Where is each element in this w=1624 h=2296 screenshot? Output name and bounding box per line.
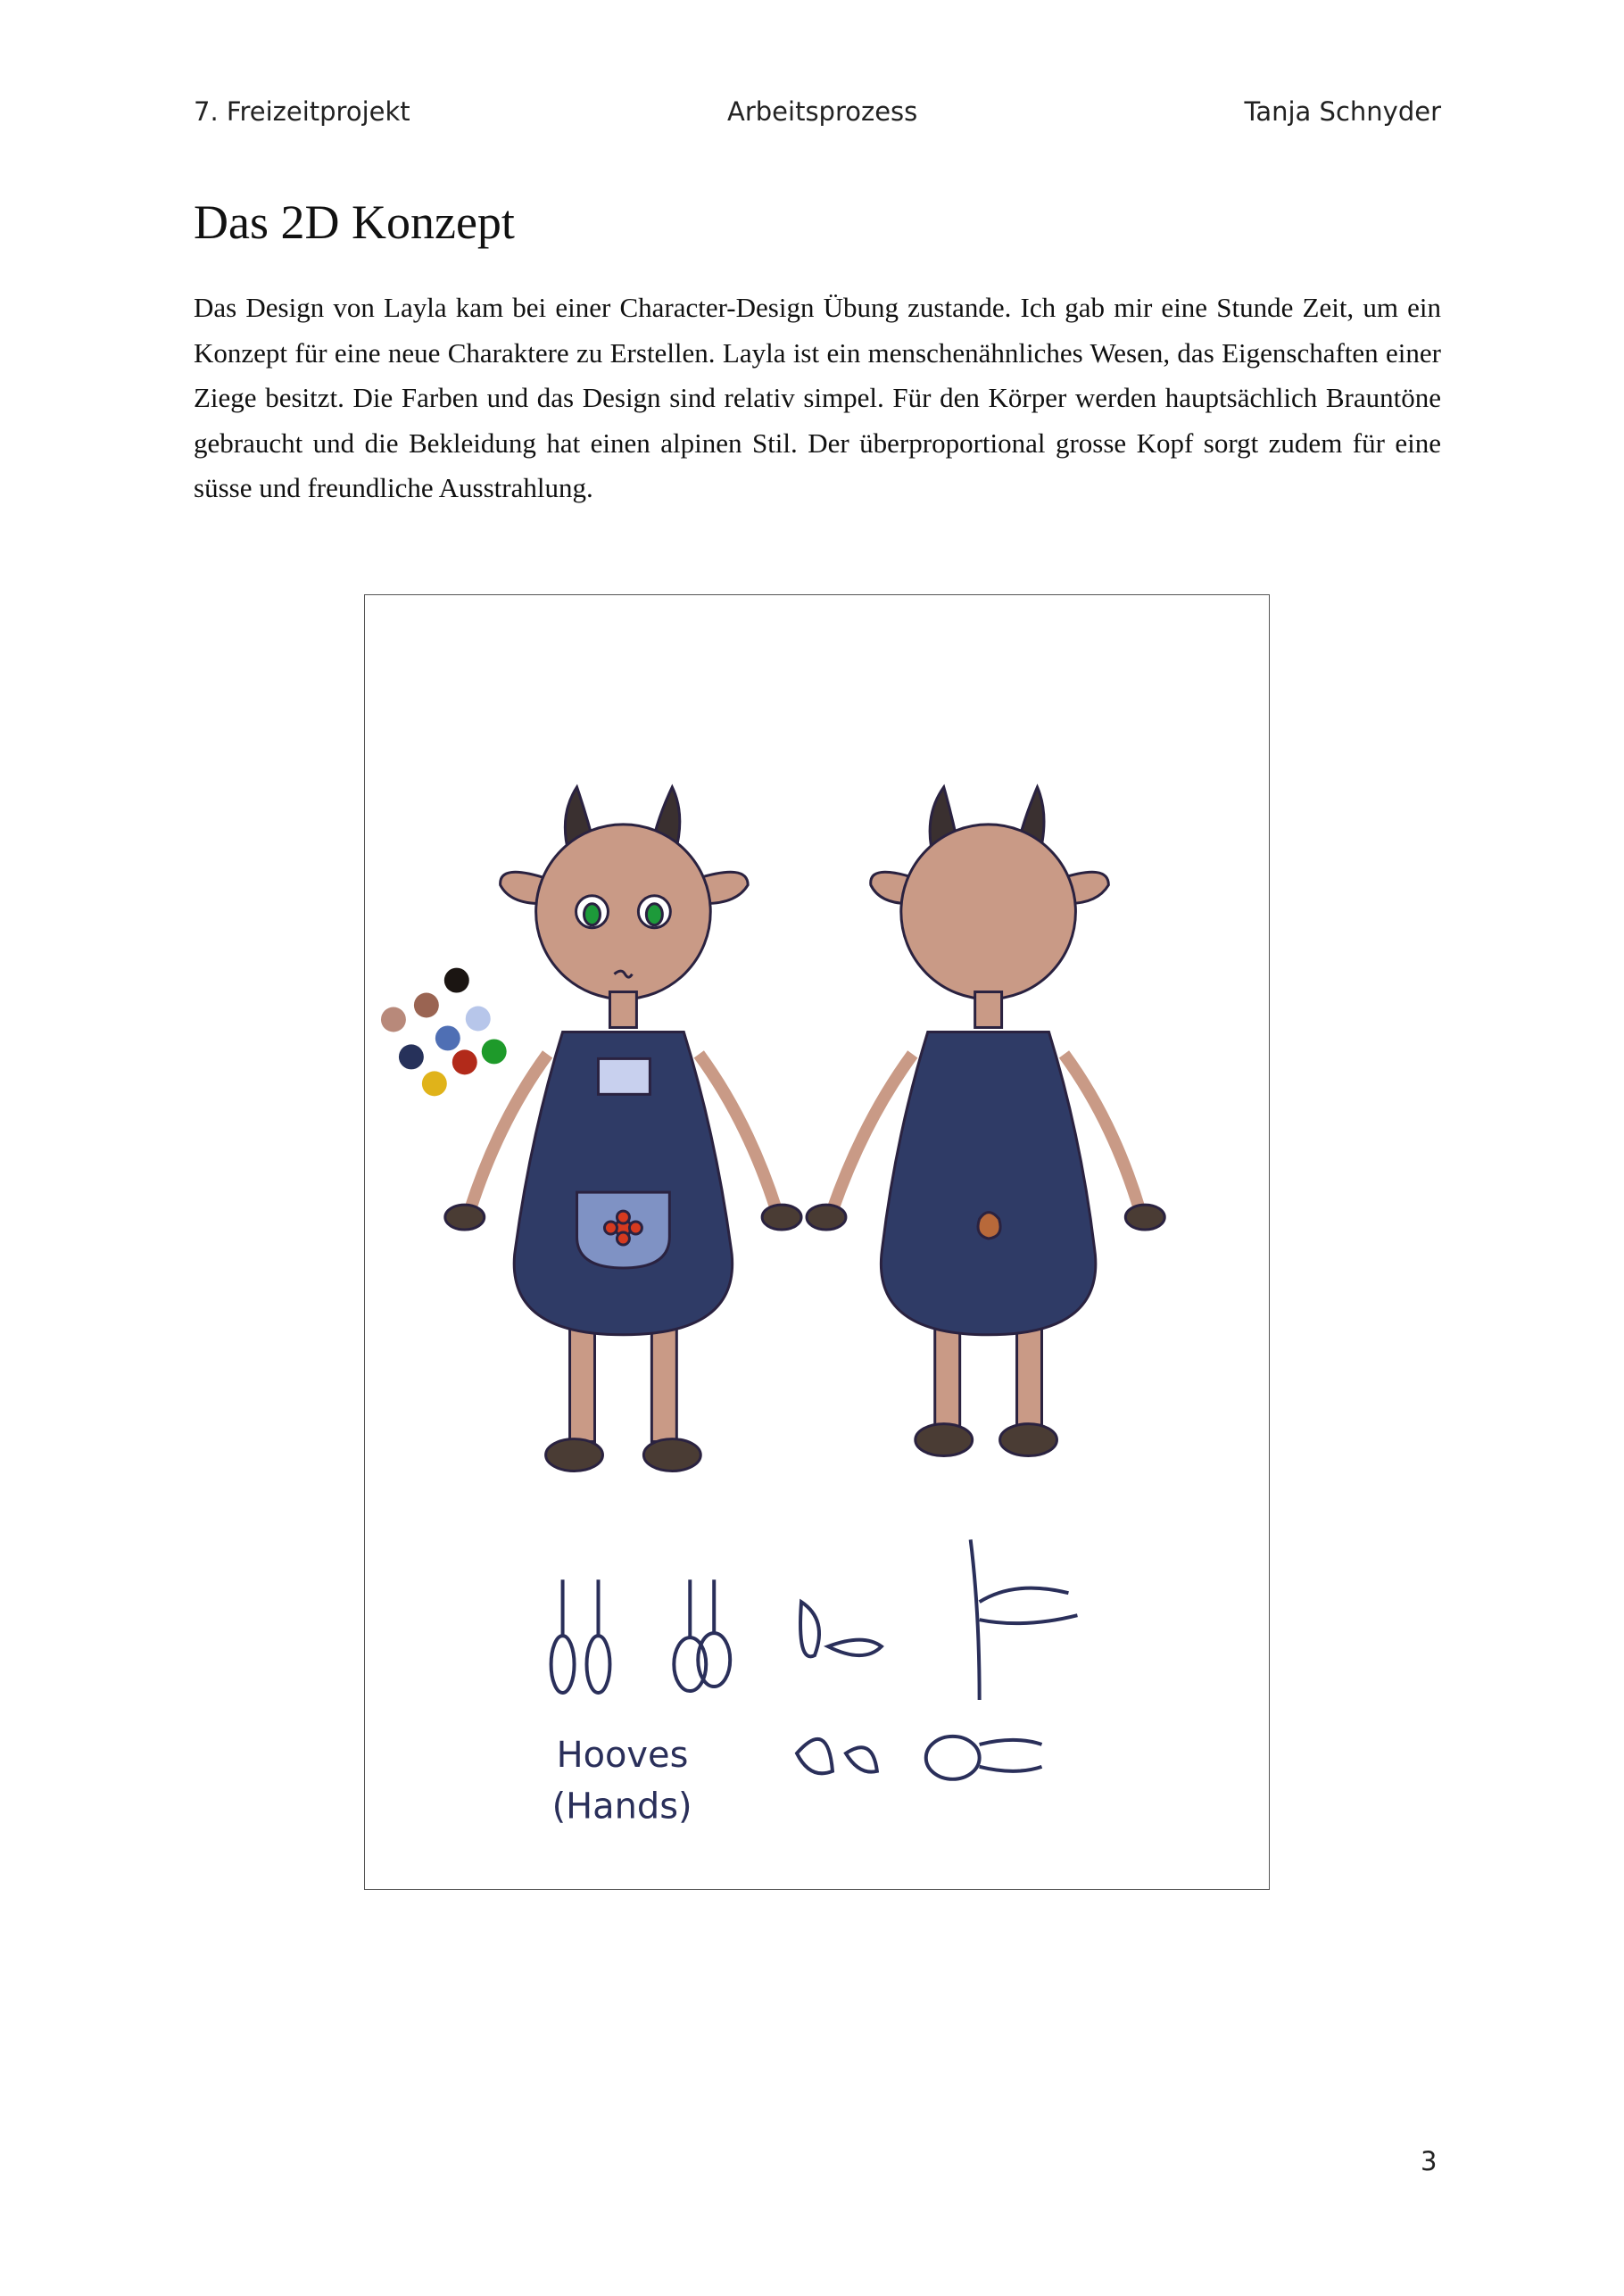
color-palette: [381, 968, 507, 1097]
front-view-character: [445, 787, 801, 1471]
page-title: Das 2D Konzept: [194, 195, 515, 249]
palette-swatch: [452, 1049, 477, 1074]
page-header: [194, 96, 1441, 136]
palette-swatch: [444, 968, 469, 993]
character-illustration: [365, 595, 1269, 1889]
character-concept-figure: [364, 594, 1270, 1890]
hands-label: (Hands): [551, 1786, 692, 1828]
body-paragraph: Das Design von Layla kam bei einer Character-Design Übung zustande. Ich gab mir eine Stunde Zeit, um ein Konzept für eine neue Charaktere zu Erstellen. Layla ist ein menschenähnliches Wesen, das Eigenschaften einer Ziege besitzt. Die Farben und das Design sind relativ simpel. Für den Körper werden hauptsächlich Brauntöne gebraucht und die Bekleidung hat einen alpinen Stil. Der überproportional grosse Kopf sorgt zudem für eine süsse und freundliche Ausstrahlung.: [194, 292, 1441, 503]
header-center: Arbeitsprozess: [727, 96, 918, 127]
palette-swatch: [381, 1007, 406, 1032]
palette-swatch: [466, 1007, 491, 1032]
palette-swatch: [399, 1044, 424, 1069]
page-number: 3: [1421, 2146, 1438, 2176]
header-left: 7. Freizeitprojekt: [194, 96, 410, 127]
palette-swatch: [482, 1039, 507, 1064]
palette-swatch: [422, 1071, 447, 1096]
palette-swatch: [414, 993, 439, 1018]
hooves-label: Hooves: [556, 1734, 689, 1776]
header-right: Tanja Schnyder: [1244, 96, 1441, 127]
back-view-character: [807, 787, 1164, 1456]
palette-swatch: [435, 1025, 460, 1050]
